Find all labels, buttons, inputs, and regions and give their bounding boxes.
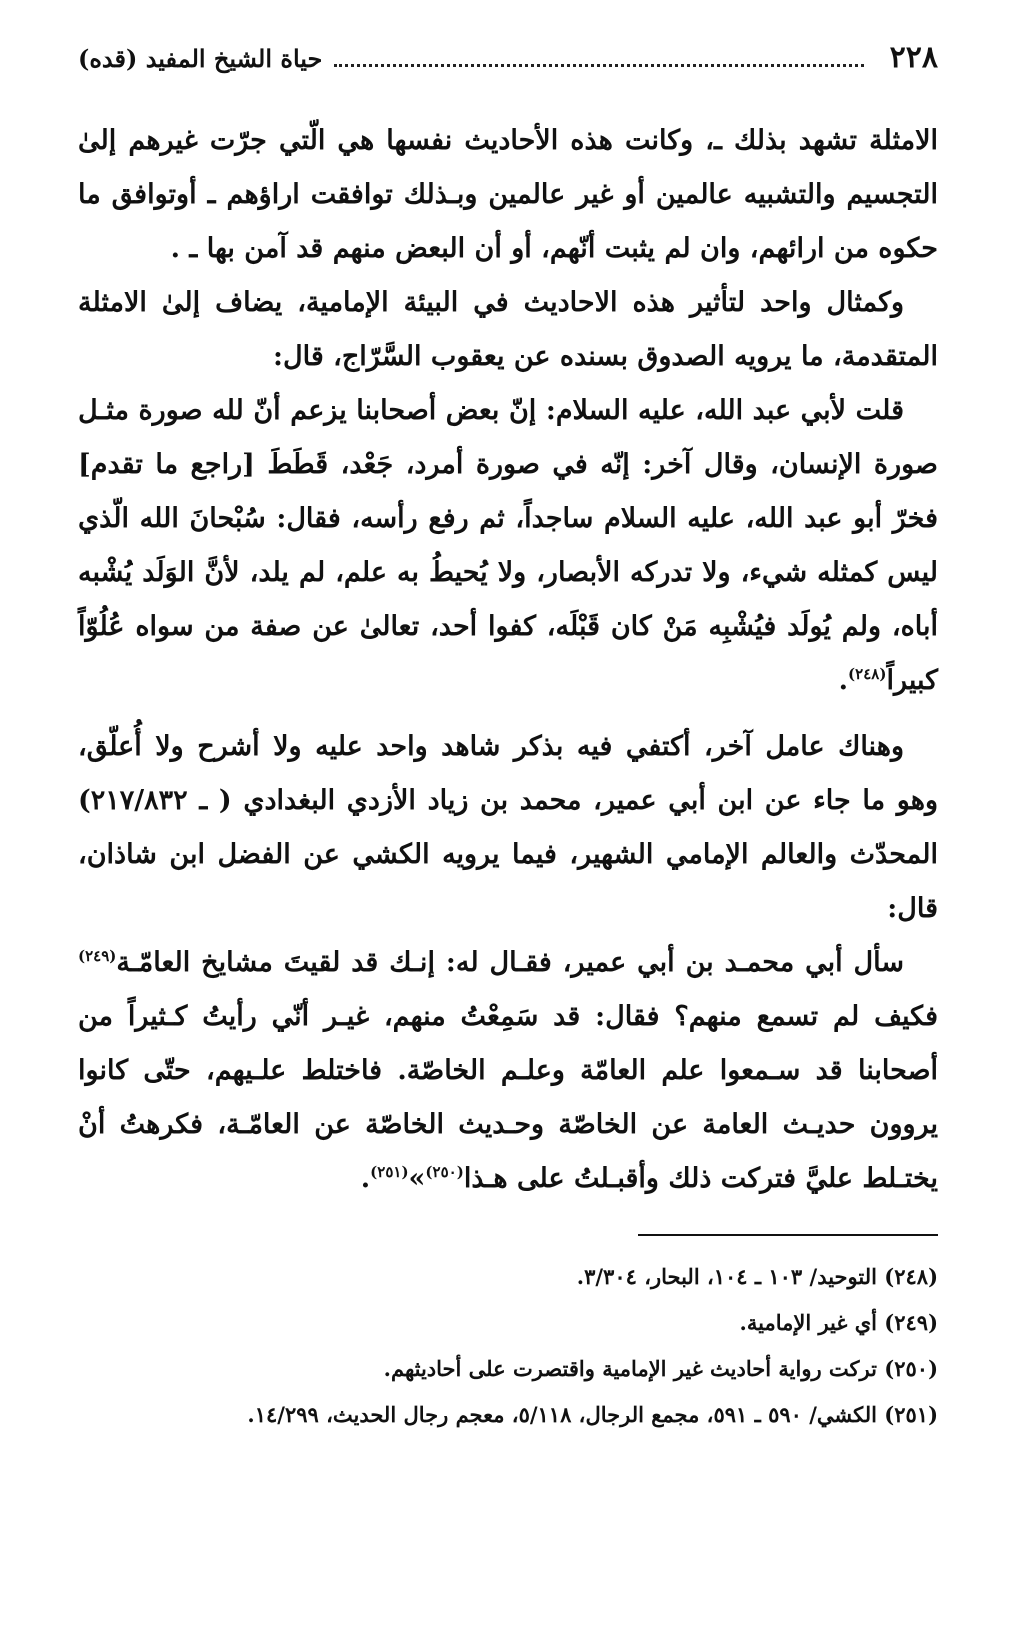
running-header bbox=[78, 40, 938, 86]
footnote-reference: (٢٤٨) bbox=[848, 665, 887, 683]
footnote-reference: (٢٤٩) bbox=[78, 947, 117, 965]
text-run: وكمثال واحد لتأثير هذه الاحاديث في البيئة الإمامية، يضاف إلىٰ الامثلة المتقدمة، ما يرويه الصدوق بسنده عن يعقوب السَّرّاج، قال: bbox=[78, 287, 938, 372]
paragraph bbox=[78, 276, 938, 384]
text-run: الامثلة تشهد بذلك ـ، وكانت هذه الأحاديث نفسها هي الّتي جرّت غيرهم إلىٰ التجسيم والتشبيه عالمين أو غير عالمين وبـذلك توافقت اراؤهم ـ أوتوافق ما حكوه من ارائهم، وان لم يثبت أنّهم، أو أن البعض منهم قد آمن بها ـ . bbox=[78, 125, 938, 264]
text-run: قلت لأبي عبد الله، عليه السلام: إنّ بعض أصحابنا يزعم أنّ لله صورة مثـل صورة الإنسان، وقال آخر: إنّه في صورة أمرد، جَعْد، قَطَطَ [راجع ما تقدم] فخرّ أبو عبد الله، عليه السلام ساجداً، ثم رفع رأسه، فقال: سُبْحانَ الله الّذي ليس كمثله شيء، ولا تدركه الأبصار، ولا يُحيطُ به علم، لم يلد، لأنَّ الوَلَد يُشْبه أباه، ولم يُولَد فيُشْبِه مَنْ كان قَبْلَه، كفوا أحد، تعالىٰ عن صفة من سواه عُلُوّاً كبيراً bbox=[78, 395, 938, 696]
running-title: حياة الشيخ المفيد (قده) bbox=[78, 44, 323, 73]
paragraph bbox=[78, 936, 938, 1206]
paragraph bbox=[78, 114, 938, 276]
text-run: فكيف لم تسمع منهم؟ فقال: قد سَمِعْتُ منهم، غيـر أنّي رأيتُ كـثيراً من أصحابنا قد سـمعوا علم العامّة وعلـم الخاصّة. فاختلط علـيهم، حتّى كانوا يروون حديـث العامة عن الخاصّة وحـديث الخاصّة عن العامّـة، فكرهتُ أنْ يختـلط عليَّ فتركت ذلك وأقبـلتُ على هـذا bbox=[78, 1001, 938, 1194]
text-run: وهناك عامل آخر، أكتفي فيه بذكر شاهد واحد عليه ولا أشرح ولا أُعلّق، وهو ما جاء عن ابن أبي عمير، محمد بن زياد الأزدي البغدادي ( ـ ٢١٧/٨٣٢) المحدّث والعالم الإمامي الشهير، فيما يرويه الكشي عن الفضل ابن شاذان، قال: bbox=[78, 731, 938, 924]
footnote-item: (٢٤٨) التوحيد/ ١٠٣ ـ ١٠٤، البحار، ٣/٣٠٤. bbox=[576, 1264, 938, 1289]
page-number: ٢٢٨ bbox=[889, 40, 938, 75]
main-text bbox=[78, 114, 938, 1206]
leader-dots bbox=[334, 46, 863, 67]
footnote-divider bbox=[638, 1234, 938, 1236]
footnote-reference: (٢٥٠) bbox=[425, 1163, 464, 1181]
text-run: . bbox=[360, 1163, 371, 1194]
footnote-item: (٢٥١) الكشي/ ٥٩٠ ـ ٥٩١، مجمع الرجال، ٥/١١٨، معجم رجال الحديث، ١٤/٢٩٩. bbox=[247, 1402, 938, 1427]
book-page bbox=[78, 40, 938, 1438]
footnote-item: (٢٤٩) أي غير الإمامية. bbox=[739, 1310, 938, 1335]
text-run: سأل أبي محمـد بن أبي عمير، فقـال له: إنـك قد لقيتَ مشايخ العامّـة bbox=[116, 947, 904, 978]
paragraph bbox=[78, 720, 938, 936]
text-run: . bbox=[838, 665, 849, 696]
footnote-item: (٢٥٠) تركت رواية أحاديث غير الإمامية واقتصرت على أحاديثهم. bbox=[383, 1356, 938, 1381]
text-run: » bbox=[408, 1163, 426, 1194]
paragraph bbox=[78, 384, 938, 708]
footnotes bbox=[78, 1254, 938, 1438]
footnote-reference: (٢٥١) bbox=[370, 1163, 409, 1181]
